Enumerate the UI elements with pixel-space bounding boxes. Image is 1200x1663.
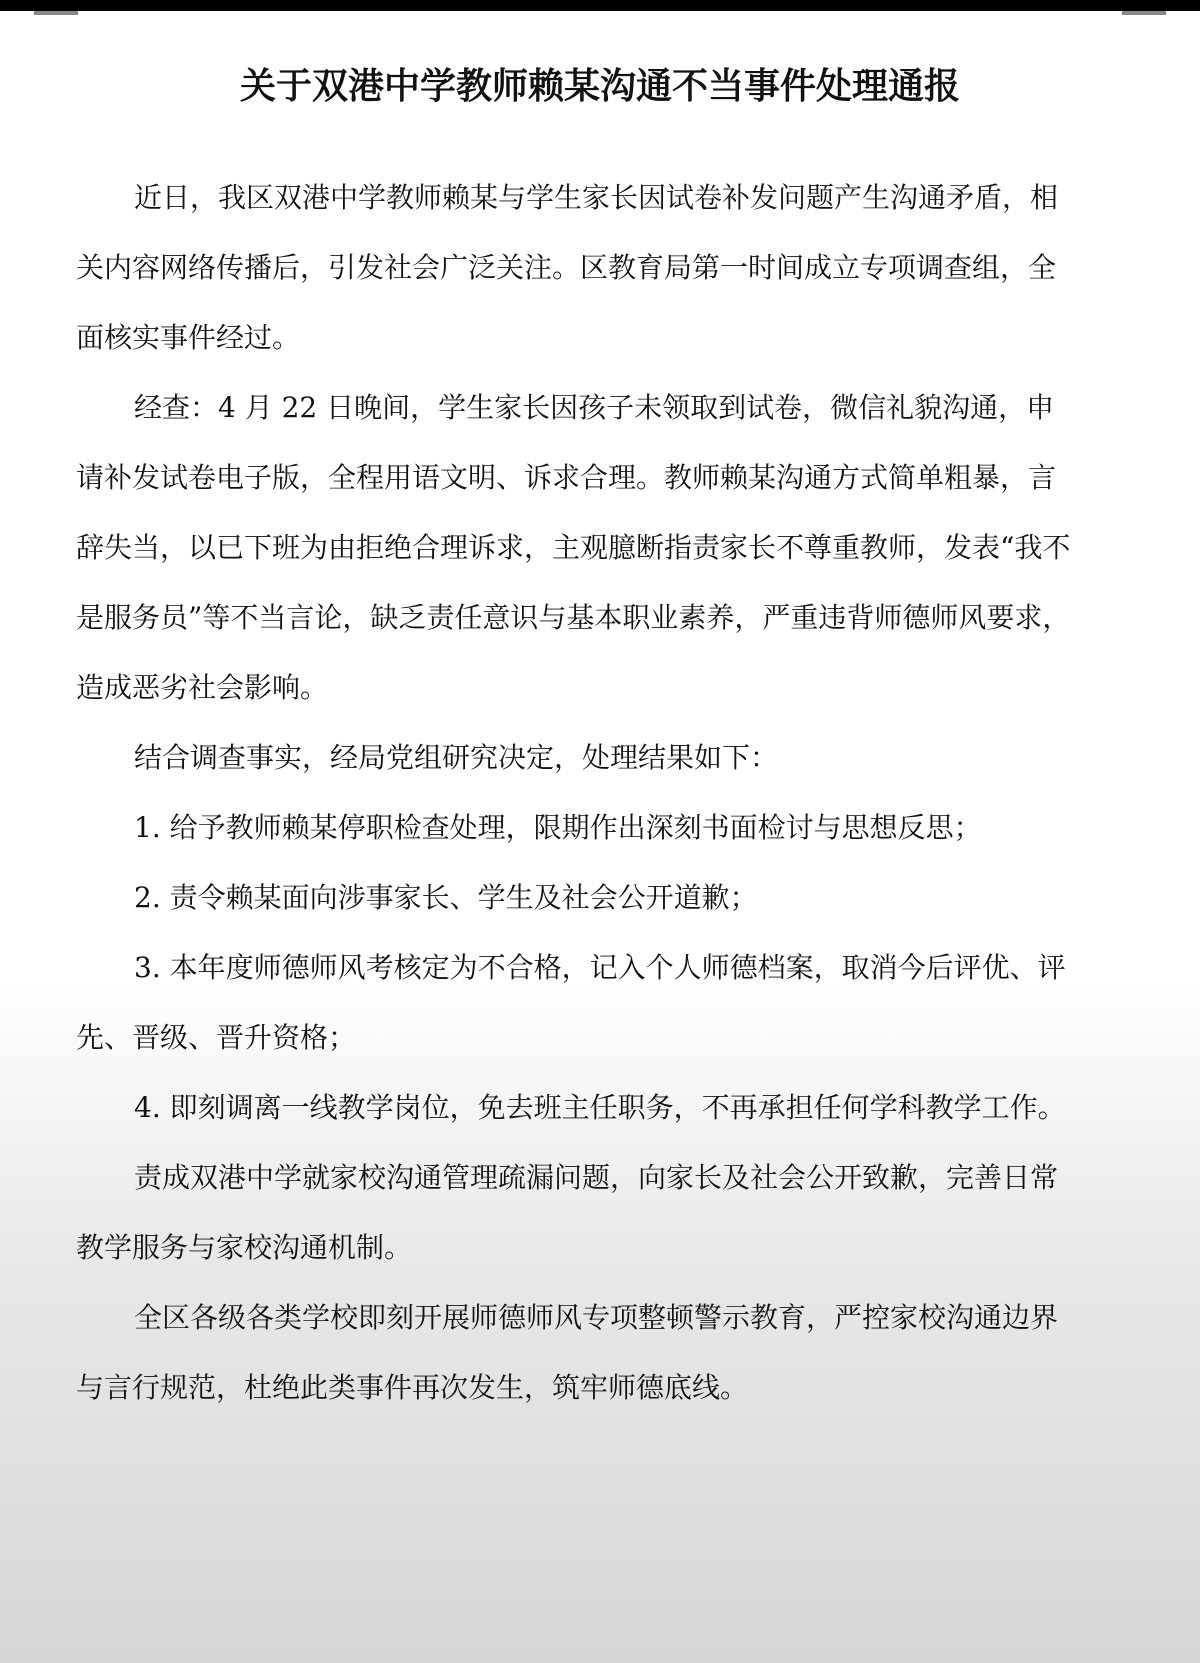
decision-item-4: 4. 即刻调离一线教学岗位，免去班主任职务，不再承担任何学科教学工作。 [134, 1091, 1066, 1124]
corner-mark-left [34, 11, 78, 15]
paragraph-school-responsibility: 责成双港中学就家校沟通管理疏漏问题，向家长及社会公开致歉，完善日常教学服务与家校沟通机制。 [76, 1161, 1059, 1264]
paragraph-findings: 经查：4 月 22 日晚间，学生家长因孩子未领取到试卷，微信礼貌沟通，申请补发试卷电子版，全程用语文明、诉求合理。教师赖某沟通方式简单粗暴，言辞失当，以已下班为由拒绝合理诉求，主观臆断指责家长不尊重教师，发表“我不是服务员”等不当言论，缺乏责任意识与基本职业素养，严重违背师德师风要求，造成恶劣社会影响。 [76, 391, 1071, 704]
decision-item-3: 3. 本年度师德师风考核定为不合格，记入个人师德档案，取消今后评优、评先、晋级、晋升资格； [76, 951, 1066, 1054]
document-title: 关于双港中学教师赖某沟通不当事件处理通报 [239, 66, 960, 108]
paragraph-decision: 结合调查事实，经局党组研究决定，处理结果如下： [134, 741, 779, 774]
decision-item-2: 2. 责令赖某面向涉事家长、学生及社会公开道歉； [134, 881, 758, 914]
paragraph-district-rectification: 全区各级各类学校即刻开展师德师风专项整顿警示教育，严控家校沟通边界与言行规范，杜绝此类事件再次发生，筑牢师德底线。 [76, 1301, 1059, 1404]
paragraph-intro: 近日，我区双港中学教师赖某与学生家长因试卷补发问题产生沟通矛盾，相关内容网络传播后，引发社会广泛关注。区教育局第一时间成立专项调查组，全面核实事件经过。 [76, 181, 1059, 354]
document-body [76, 163, 1076, 1423]
top-bar [0, 0, 1200, 11]
corner-mark-right [1122, 11, 1166, 15]
decision-item-1: 1. 给予教师赖某停职检查处理，限期作出深刻书面检讨与思想反思； [134, 811, 982, 844]
